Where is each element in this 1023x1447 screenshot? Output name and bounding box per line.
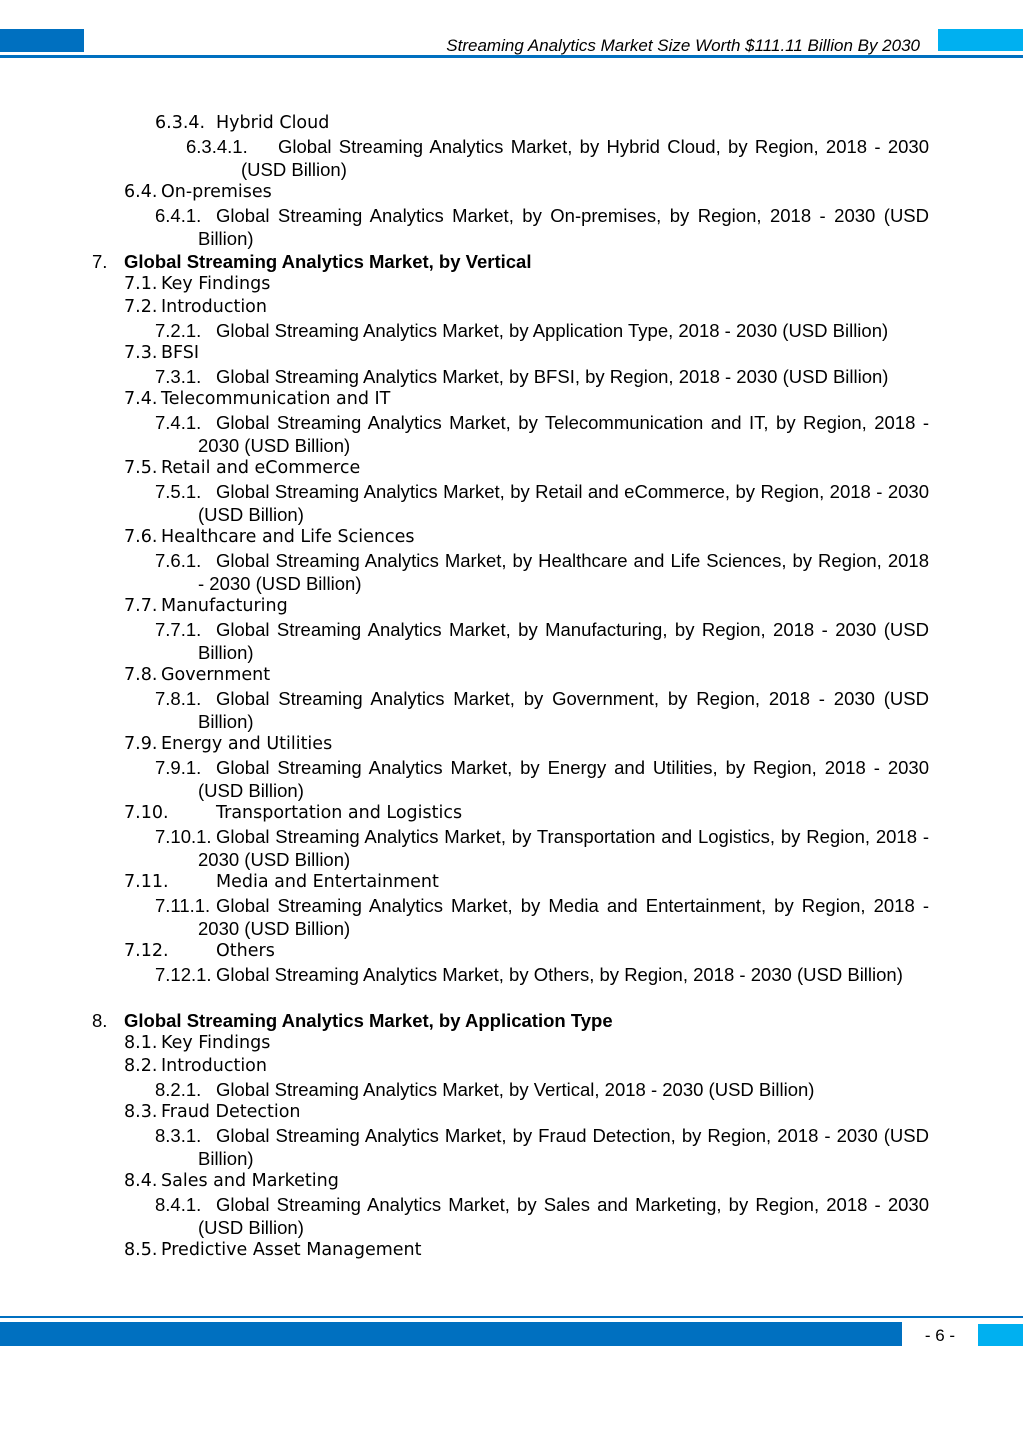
toc-number: 7.8. [124,665,158,685]
toc-number: 8.4. [124,1171,158,1191]
toc-number: 7.9.1. [155,757,202,778]
toc-number: 7.8.1. [155,688,202,709]
toc-number: 7.4.1. [155,412,202,433]
toc-entry [0,1170,1023,1193]
toc-text: Global Streaming Analytics Market, by Energy and Utilities, by Region, 2018 - 2030 (USD Billion) [198,757,929,801]
toc-number: 7.6. [124,527,158,547]
toc-text: Media and Entertainment [216,872,439,892]
toc-entry [0,825,1023,871]
footer-accent-right [978,1324,1023,1346]
toc-number: 6.3.4. [155,113,206,133]
toc-text: Global Streaming Analytics Market, by Manufacturing, by Region, 2018 - 2030 (USD Billion) [198,619,929,663]
toc-entry [0,1124,1023,1170]
toc-entry [0,549,1023,595]
toc-chapter [0,1009,1023,1032]
toc-text: Transportation and Logistics [216,803,463,823]
toc-entry [0,1101,1023,1124]
toc-entry [0,296,1023,319]
toc-text: Key Findings [161,1033,271,1053]
toc-number: 7.1. [124,274,158,294]
toc-number: 7.3.1. [155,366,202,387]
toc-text: Key Findings [161,274,271,294]
header-rule [0,55,1023,58]
toc-entry [0,1032,1023,1055]
toc-number: 7.9. [124,734,158,754]
toc-entry [0,664,1023,687]
toc-entry [0,1239,1023,1262]
toc-entry [0,273,1023,296]
toc-text: Global Streaming Analytics Market, by Telecommunication and IT, by Region, 2018 - 2030 (USD Billion) [198,412,929,456]
toc-entry [0,733,1023,756]
toc-entry [0,388,1023,411]
toc-chapter-title: Global Streaming Analytics Market, by Vertical [124,251,532,272]
toc-text: Hybrid Cloud [216,113,330,133]
toc-number: 7.5. [124,458,158,478]
toc-entry [0,181,1023,204]
toc-text: Global Streaming Analytics Market, by Government, by Region, 2018 - 2030 (USD Billion) [198,688,929,732]
toc-text: Global Streaming Analytics Market, by Retail and eCommerce, by Region, 2018 - 2030 (USD Billion) [198,481,929,525]
toc-text: Predictive Asset Management [161,1240,422,1260]
toc-entry [0,1055,1023,1078]
toc-text: BFSI [161,343,200,363]
header-title: Streaming Analytics Market Size Worth $111.11 Billion By 2030 [446,36,920,55]
toc-entry [0,411,1023,457]
header-accent-left [0,29,84,52]
toc-entry [0,687,1023,733]
toc-entry [0,342,1023,365]
table-of-contents [0,112,1023,1262]
footer-bar [0,1322,902,1346]
toc-entry [0,135,1023,181]
toc-text: Global Streaming Analytics Market, by Vertical, 2018 - 2030 (USD Billion) [216,1079,815,1100]
toc-text: Telecommunication and IT [161,389,391,409]
page-number: - 6 - [924,1326,956,1345]
toc-number: 7.2.1. [155,320,202,341]
toc-number: 7.11. [124,872,169,892]
toc-number: 7.11.1. [155,895,211,916]
toc-text: Global Streaming Analytics Market, by BFSI, by Region, 2018 - 2030 (USD Billion) [216,366,889,387]
toc-text: Introduction [161,1056,267,1076]
toc-number: 8. [92,1010,108,1031]
toc-number: 8.5. [124,1240,158,1260]
toc-text: Global Streaming Analytics Market, by Transportation and Logistics, by Region, 2018 - 2030 (USD Billion) [198,826,929,870]
toc-entry [0,365,1023,388]
toc-number: 7.7.1. [155,619,202,640]
toc-entry [0,618,1023,664]
toc-number: 7.4. [124,389,158,409]
toc-text: Global Streaming Analytics Market, by Media and Entertainment, by Region, 2018 - 2030 (USD Billion) [198,895,929,939]
toc-entry [0,480,1023,526]
toc-entry [0,112,1023,135]
toc-text: On-premises [161,182,272,202]
toc-text: Global Streaming Analytics Market, by Sales and Marketing, by Region, 2018 - 2030 (USD Billion) [198,1194,929,1238]
toc-chapter-title: Global Streaming Analytics Market, by Application Type [124,1010,613,1031]
toc-text: Manufacturing [161,596,288,616]
toc-text: Global Streaming Analytics Market, by Application Type, 2018 - 2030 (USD Billion) [216,320,889,341]
toc-text: Retail and eCommerce [161,458,361,478]
toc-text: Global Streaming Analytics Market, by On-premises, by Region, 2018 - 2030 (USD Billion) [198,205,929,249]
toc-text: Others [216,941,275,961]
toc-number: 8.3.1. [155,1125,202,1146]
toc-number: 7.10.1. [155,826,212,847]
toc-number: 6.4.1. [155,205,202,226]
toc-entry [0,204,1023,250]
toc-text: Global Streaming Analytics Market, by Healthcare and Life Sciences, by Region, 2018 - 2030 (USD Billion) [198,550,929,594]
toc-entry [0,871,1023,894]
toc-number: 7.2. [124,297,158,317]
toc-number: 7.10. [124,803,169,823]
toc-text: Introduction [161,297,267,317]
toc-entry [0,940,1023,963]
toc-entry [0,319,1023,342]
footer-rule [0,1316,1023,1318]
toc-number: 7.12.1. [155,964,212,985]
toc-number: 7.5.1. [155,481,202,502]
toc-text: Fraud Detection [161,1102,301,1122]
toc-entry [0,894,1023,940]
toc-number: 7.12. [124,941,169,961]
toc-text: Healthcare and Life Sciences [161,527,415,547]
toc-number: 8.2.1. [155,1079,202,1100]
toc-text: Global Streaming Analytics Market, by Fraud Detection, by Region, 2018 - 2030 (USD Billion) [198,1125,929,1169]
toc-chapter [0,250,1023,273]
toc-number: 8.2. [124,1056,158,1076]
toc-entry [0,1193,1023,1239]
toc-number: 6.3.4.1. [186,136,248,157]
toc-entry [0,595,1023,618]
toc-number: 8.4.1. [155,1194,202,1215]
toc-entry [0,756,1023,802]
toc-number: 6.4. [124,182,158,202]
toc-entry [0,1078,1023,1101]
toc-number: 7. [92,251,108,272]
toc-text: Government [161,665,271,685]
toc-text: Energy and Utilities [161,734,333,754]
toc-entry [0,963,1023,1009]
toc-entry [0,457,1023,480]
toc-text: Global Streaming Analytics Market, by Others, by Region, 2018 - 2030 (USD Billion) [216,964,903,985]
toc-number: 8.1. [124,1033,158,1053]
toc-number: 7.6.1. [155,550,202,571]
toc-number: 7.7. [124,596,158,616]
toc-text: Sales and Marketing [161,1171,339,1191]
toc-number: 8.3. [124,1102,158,1122]
toc-entry [0,526,1023,549]
toc-entry [0,802,1023,825]
toc-text: Global Streaming Analytics Market, by Hybrid Cloud, by Region, 2018 - 2030 (USD Billion) [241,136,929,180]
header-accent-right [938,29,1023,51]
toc-number: 7.3. [124,343,158,363]
